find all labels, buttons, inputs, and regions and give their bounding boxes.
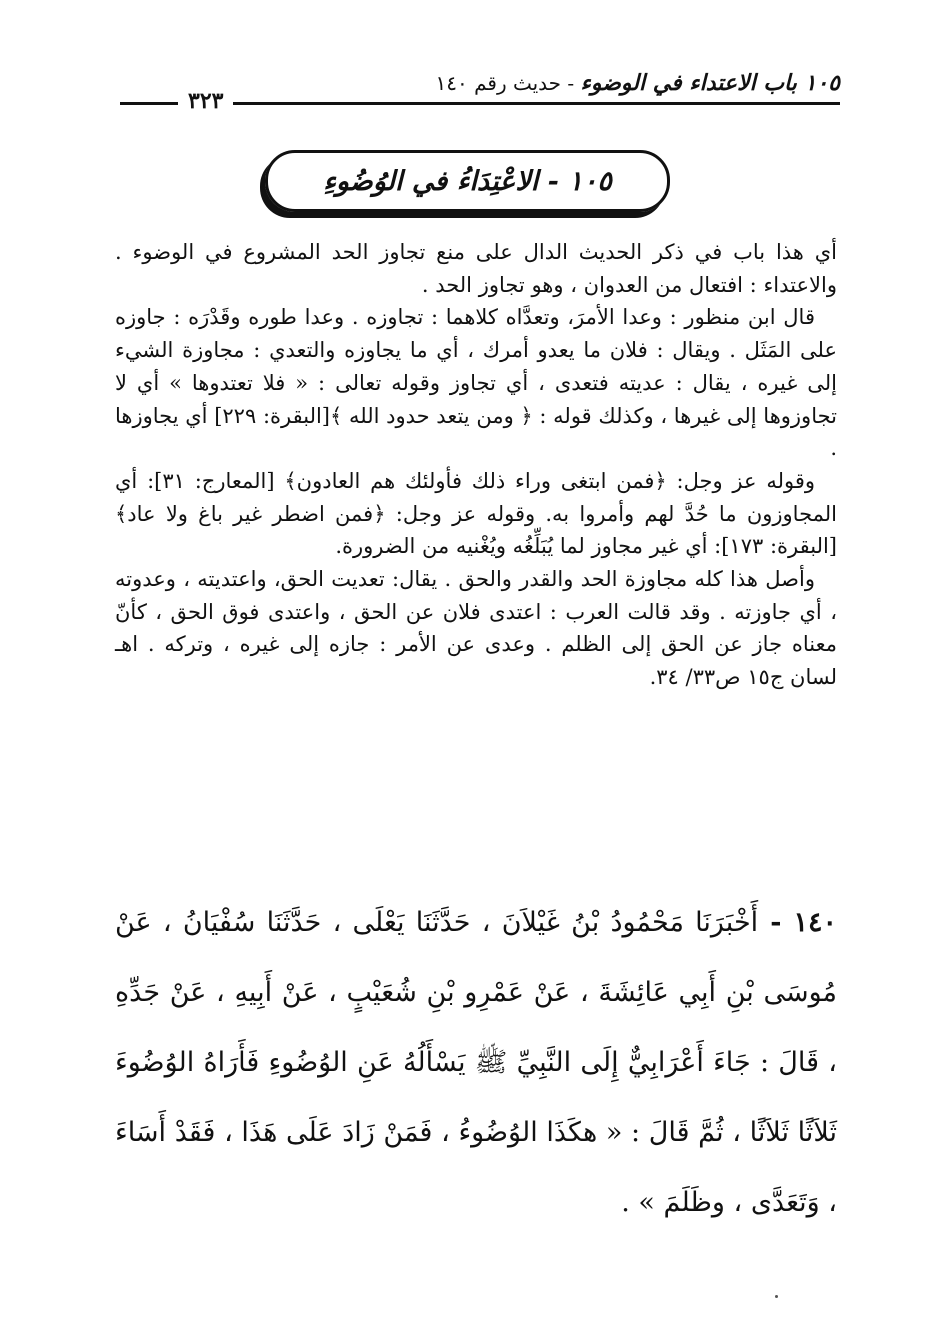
hadith-number: ١٤٠ - [758,907,837,938]
hadith-text: أَخْبَرَنَا مَحْمُودُ بْنُ غَيْلاَنَ ، حَدَّثَنَا يَعْلَى ، حَدَّثَنَا سُفْيَانُ ، عَنْ مُوسَى بْنِ أَبِي عَائِشَةَ ، عَنْ عَمْرِو بْنِ شُعَيْبٍ ، عَنْ أَبِيهِ ، عَنْ جَدِّهِ ، قَالَ : جَاءَ أَعْرَابِيٌّ إِلَى النَّبِيِّ ﷺ يَسْأَلُهُ عَنِ الوُضُوءِ فَأَرَاهُ الوُضُوءَ ثَلاَثًا ثَلاَثًا ، ثُمَّ قَالَ : « هكَذَا الوُضُوءُ ، فَمَنْ زَادَ عَلَى هَذَا ، فَقَدْ أَسَاءَ ، وَتَعَدَّى ، وظَلَمَ » . [115,907,837,1218]
chapter-title-box [265,150,670,212]
page-number: ٣٢٣ [178,88,233,114]
commentary-paragraph-4: وأصل هذا كله مجاوزة الحد والقدر والحق . يقال: تعديت الحق، واعتديته ، وعدوته ، أي جاوزته . وقد قالت العرب : اعتدى فلان عن الحق ، واعتدى فوق الحق ، كأنّ معناه جاز عن الحق إلى الظلم . وعدى عن الأمر : جازه إلى غيره ، وتركه . اهـ لسان ج١٥ ص٣٣/ ٣٤. [115,567,837,690]
commentary-paragraph-2: قال ابن منظور : وعدا الأمرَ، وتعدَّاه كلاهما : تجاوزه . وعدا طوره وقَدْرَه : جاوزه على المَثَل . ويقال : فلان ما يعدو أمرك ، أي ما يجاوزه والتعدي : مجاوزة الشيء إلى غيره ، يقال : عديته فتعدى ، أي تجاوز وقوله تعالى : « فلا تعتدوها » أي لا تجاوزوها إلى غيرها ، وكذلك قوله : ﴿ ومن يتعد حدود الله ﴾[البقرة: ٢٢٩] أي يجاوزها . [115,305,837,461]
chapter-title: ١٠٥ - الاعْتِدَاءُ في الوُضُوءِ [323,165,612,197]
running-header-title [435,70,840,96]
hadith-paragraph [115,888,837,1238]
hadith-block [115,888,837,1238]
running-header [120,62,840,118]
print-speck [775,1295,778,1298]
chapter-reference: ١٠٥ باب الاعتداء في الوضوء [580,70,840,96]
commentary-text [115,236,837,694]
commentary-paragraph-3: وقوله عز وجل: ﴿فمن ابتغى وراء ذلك فأولئك هم العادون﴾ [المعارج: ٣١]: أي المجاوزون ما حُدَّ لهم وأمروا به. وقوله عز وجل: ﴿فمن اضطر غير باغ ولا عاد﴾[البقرة: ١٧٣]: أي غير مجاوز لما يُبَلِّغُه ويُغْنيه من الضرورة. [115,468,837,559]
commentary-paragraph-1: أي هذا باب في ذكر الحديث الدال على منع تجاوز الحد المشروع في الوضوء . والاعتداء : افتعال من العدوان ، وهو تجاوز الحد . [115,240,837,297]
hadith-reference: - حديث رقم ١٤٠ [435,71,581,95]
